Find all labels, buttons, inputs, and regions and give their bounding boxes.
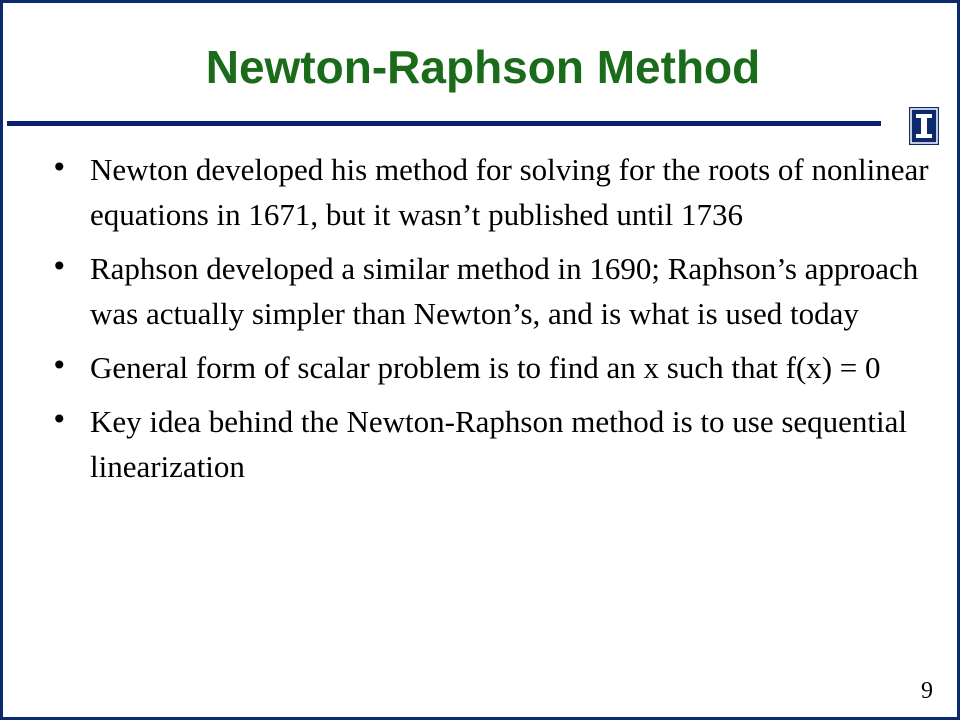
bullet-text: Newton developed his method for solving for the roots of nonlinear equations in 1671, but it wasn’t published until 1736 [90,152,929,232]
bullet-item [49,147,929,237]
bullet-list [49,147,929,498]
bullet-text: Key idea behind the Newton-Raphson method is to use sequential linearization [90,404,908,484]
bullet-marker: • [51,349,68,382]
bullet-marker: • [51,250,68,283]
bullet-marker: • [51,403,68,436]
page-number: 9 [921,678,933,704]
bullet-item [49,246,929,336]
bullet-item [49,345,929,390]
bullet-text: Raphson developed a similar method in 1690; Raphson’s approach was actually simpler than Newton’s, and is what is used today [90,251,919,331]
bullet-item [49,399,929,489]
bullet-marker: • [51,151,68,184]
slide-title: Newton-Raphson Method [205,41,761,93]
title-rule [7,121,881,126]
block-i-logo-icon [909,107,939,145]
bullet-text: General form of scalar problem is to find an x such that f(x) = 0 [90,350,881,385]
